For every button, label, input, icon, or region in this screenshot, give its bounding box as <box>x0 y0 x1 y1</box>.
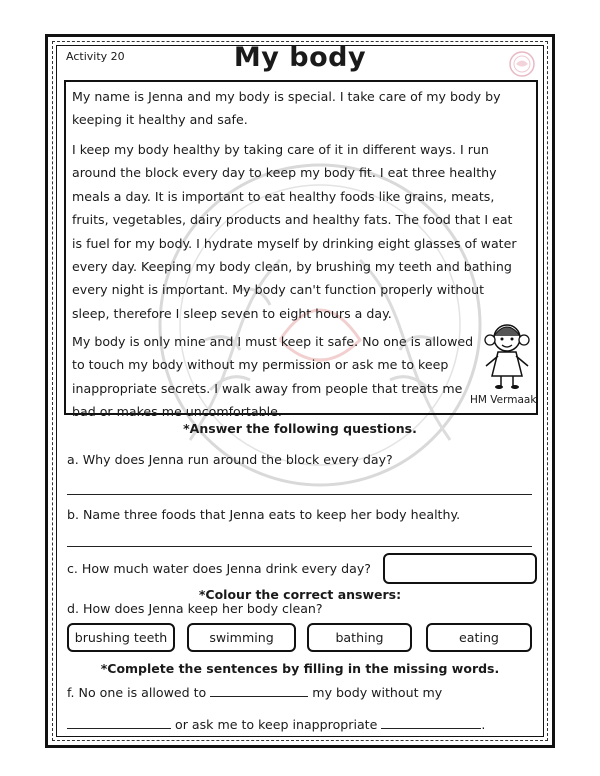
logo-seal-icon <box>505 50 539 78</box>
page-title: My body <box>233 42 367 73</box>
blank-2[interactable] <box>67 716 171 729</box>
option-swimming[interactable]: swimming <box>187 623 296 652</box>
blank-1[interactable] <box>210 684 308 697</box>
blank-3[interactable] <box>381 716 481 729</box>
sentence-f-part1: f. No one is allowed to <box>67 685 207 700</box>
sentence-f-line2 <box>67 716 537 732</box>
author-credit: HM Vermaak <box>470 394 537 406</box>
question-d: d. How does Jenna keep her body clean? <box>67 601 323 616</box>
section-heading-colour: *Colour the correct answers: <box>198 587 402 602</box>
option-brushing-teeth[interactable]: brushing teeth <box>67 623 175 652</box>
passage-paragraph-2: I keep my body healthy by taking care of it in different ways. I run around the block every day to keep my body fit. I eat three healthy meals a day. It is important to eat healthy foods like grains, meats, fruits, vegetables, dairy products and healthy fats. The food that I eat is fuel for my body. I hydrate myself by drinking eight glasses of water every day. Keeping my body clean, by brushing my teeth and bathing every night is important. My body can't function properly without sleep, therefore I sleep seven to eight hours a day. <box>72 142 517 321</box>
option-eating[interactable]: eating <box>426 623 532 652</box>
sentence-f-part2: my body without my <box>312 685 443 700</box>
sentence-f-end: . <box>481 717 486 732</box>
section-heading-answer: *Answer the following questions. <box>183 421 417 436</box>
question-b: b. Name three foods that Jenna eats to keep her body healthy. <box>67 507 461 522</box>
answer-box-c[interactable] <box>383 553 537 584</box>
answer-line-b[interactable] <box>67 546 532 547</box>
passage-paragraph-1: My name is Jenna and my body is special. I take care of my body by keeping it healthy and safe. <box>72 89 501 128</box>
sentence-f-line1 <box>67 684 537 700</box>
answer-line-a[interactable] <box>67 494 532 495</box>
sentence-f-part3: or ask me to keep inappropriate <box>175 717 378 732</box>
option-bathing[interactable]: bathing <box>307 623 412 652</box>
section-heading-complete: *Complete the sentences by filling in the missing words. <box>100 661 500 676</box>
question-c: c. How much water does Jenna drink every day? <box>67 561 371 576</box>
passage-paragraph-3: My body is only mine and I must keep it safe. No one is allowed to touch my body without my permission or ask me to keep inappropriate secrets. I walk away from people that treats me bad or makes me uncomfortable. <box>72 334 474 420</box>
activity-label: Activity 20 <box>66 50 125 63</box>
question-a: a. Why does Jenna run around the block every day? <box>67 452 393 467</box>
girl-illustration-icon <box>476 318 538 390</box>
